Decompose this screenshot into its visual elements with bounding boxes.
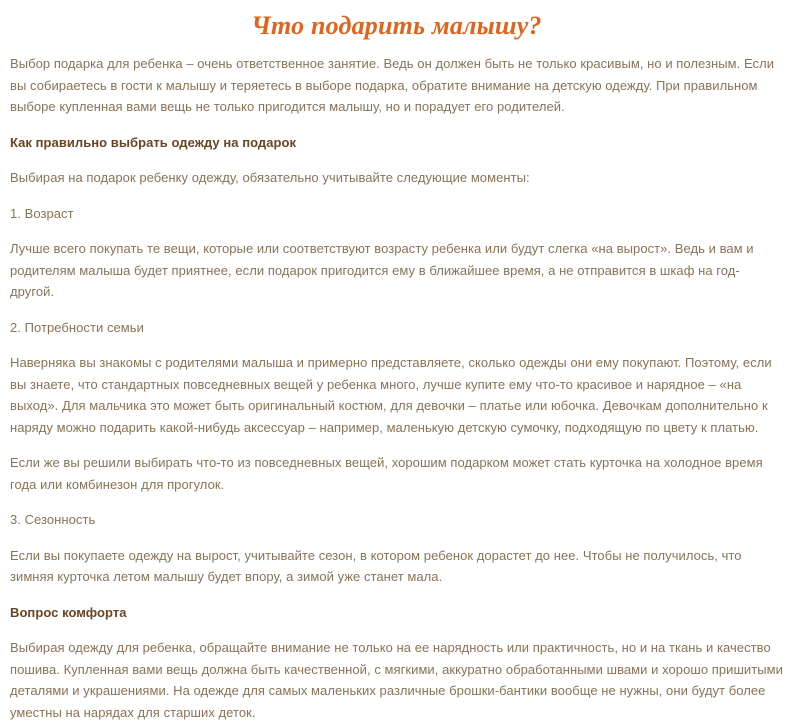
list-item-seasonality: 3. Сезонность	[10, 512, 96, 527]
article-body	[10, 53, 783, 723]
intro-paragraph: Выбор подарка для ребенка – очень ответственное занятие. Ведь он должен быть не только красивым, но и полезным. Если вы собираетесь в гости к малышу и теряетесь в выборе подарка, обратите внимание на детскую одежду. При правильном выборе купленная вами вещь не только пригодится малышу, но и порадует его родителей.	[10, 56, 775, 114]
paragraph-everyday-items: Если же вы решили выбирать что-то из повседневных вещей, хорошим подарком может стать курточка на холодное время года или комбинезон для прогулок.	[10, 455, 763, 492]
paragraph-seasonality-details: Если вы покупаете одежду на вырост, учитывайте сезон, в котором ребенок дорастет до нее. Чтобы не получилось, что зимняя курточка летом малышу будет впору, а зимой уже станет мала.	[10, 547, 742, 584]
paragraph-comfort-details: Выбирая одежду для ребенка, обращайте внимание не только на ее нарядность или практичность, но и на ткань и качество пошива. Купленная вами вещь должна быть качественной, с мягкими, аккуратно обработанными швами и хорошо пришитыми деталями и украшениями. На одежде для самых маленьких различные брошки-бантики вообще не нужны, они будут более уместны на нарядах для старших деток.	[10, 640, 783, 720]
subheading-comfort-question: Вопрос комфорта	[10, 604, 127, 620]
page-title: Что подарить малышу?	[251, 11, 542, 40]
subheading-how-to-choose: Как правильно выбрать одежду на подарок	[10, 134, 297, 150]
paragraph-age-details: Лучше всего покупать те вещи, которые или соответствуют возрасту ребенка или будут слегка «на вырост». Ведь и вам и родителям малыша будет приятнее, если подарок пригодится ему в ближайшее время, а не отправится в шкаф на год-другой.	[10, 241, 754, 299]
list-item-family-needs: 2. Потребности семьи	[10, 319, 144, 335]
list-item-age: 1. Возраст	[10, 205, 74, 221]
paragraph-consider-moments: Выбирая на подарок ребенку одежду, обязательно учитывайте следующие моменты:	[10, 170, 530, 185]
paragraph-family-needs-details: Наверняка вы знакомы с родителями малыша и примерно представляете, сколько одежды они ему покупают. Поэтому, если вы знаете, что стандартных повседневных вещей у ребенка много, лучше купите ему что-то красивое и нарядное – «на выход». Для мальчика это может быть оригинальный костюм, для девочки – платье или юбочка. Девочкам дополнительно к наряду можно подарить какой-нибудь аксессуар – например, маленькую детскую сумочку, подходящую по цвету к платью.	[10, 355, 772, 435]
